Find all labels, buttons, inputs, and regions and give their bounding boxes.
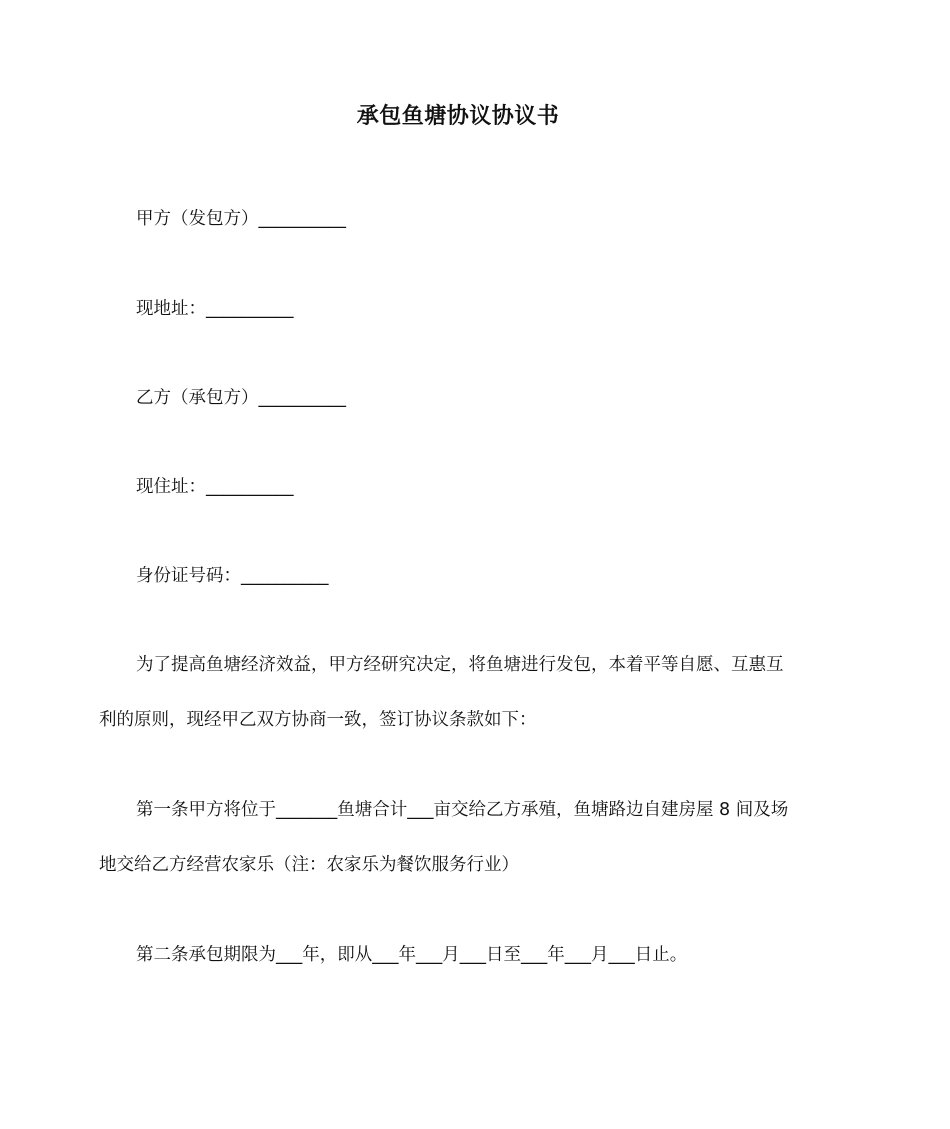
- article-1-line-1: 第一条甲方将位于_______鱼塘合计___亩交给乙方承殖，鱼塘路边自建房屋 8 间及场: [136, 800, 789, 820]
- article-1-line-2: 地交给乙方经营农家乐（注：农家乐为餐饮服务行业）: [99, 855, 519, 875]
- id-number-line: 身份证号码：__________: [136, 566, 329, 586]
- party-a-line: 甲方（发包方）__________: [136, 209, 346, 229]
- party-a-address-line: 现地址：__________: [136, 299, 294, 319]
- document-title: 承包鱼塘协议协议书: [356, 104, 560, 129]
- article-2-line: 第二条承包期限为___年，即从___年___月___日至___年___月___日止。: [136, 945, 688, 965]
- preamble-line-1: 为了提高鱼塘经济效益，甲方经研究决定，将鱼塘进行发包，本着平等自愿、互惠互: [136, 655, 784, 675]
- preamble-line-2: 利的原则，现经甲乙双方协商一致，签订协议条款如下：: [99, 710, 537, 730]
- party-b-address-line: 现住址：__________: [136, 477, 294, 497]
- party-b-line: 乙方（承包方）__________: [136, 388, 346, 408]
